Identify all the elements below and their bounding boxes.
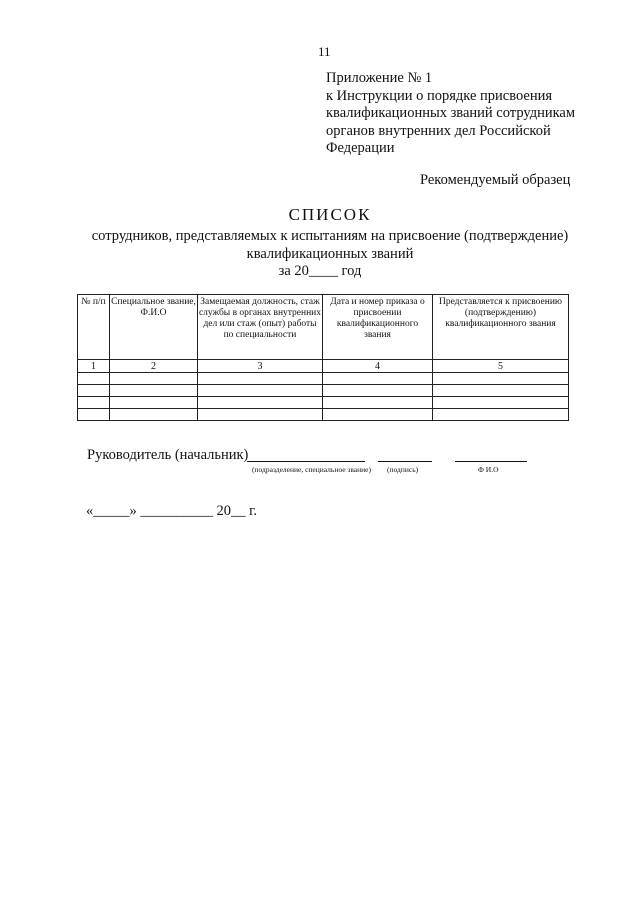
document-title: СПИСОК	[288, 205, 372, 224]
full-name-line	[455, 461, 527, 462]
appendix-line: Приложение № 1	[326, 70, 433, 86]
date-line: «_____» __________ 20__ г.	[86, 503, 258, 519]
table-cell	[198, 409, 323, 421]
appendix-line: квалификационных званий сотрудникам	[326, 105, 576, 122]
table-cell	[198, 397, 323, 409]
appendix-block	[326, 70, 606, 158]
table-cell	[110, 397, 198, 409]
table-cell	[323, 385, 433, 397]
column-header-number: № п/п	[78, 295, 110, 360]
table-cell	[110, 409, 198, 421]
table-cell	[78, 397, 110, 409]
table-cell	[198, 373, 323, 385]
column-number: 2	[110, 360, 198, 373]
table-cell	[433, 409, 569, 421]
table-row	[78, 409, 569, 421]
table-header-row	[78, 295, 569, 360]
table-cell	[433, 373, 569, 385]
table-cell	[433, 385, 569, 397]
table-cell	[78, 409, 110, 421]
employee-list-table	[77, 294, 569, 421]
page-number: 11	[318, 44, 331, 59]
sample-label: Рекомендуемый образец	[420, 172, 571, 188]
column-header-order: Дата и номер приказа о присвоении квалификационного звания	[323, 295, 433, 360]
table-cell	[78, 385, 110, 397]
year-line: за 20____ год	[278, 263, 362, 279]
column-header-position: Замещаемая должность, стаж службы в органах внутренних дел или стаж (опыт) работы по специальности	[198, 295, 323, 360]
subtitle-line: сотрудников, представляемых к испытаниям на присвоение (подтверждение)	[91, 228, 569, 244]
table-cell	[198, 385, 323, 397]
full-name-caption: Ф И.О	[478, 465, 499, 474]
column-header-rank-name: Специальное звание, Ф.И.О	[110, 295, 198, 360]
table-cell	[323, 409, 433, 421]
table-cell	[78, 373, 110, 385]
table-row	[78, 397, 569, 409]
appendix-line: Федерации	[326, 140, 395, 157]
table-cell	[433, 397, 569, 409]
appendix-line: к Инструкции о порядке присвоения	[326, 87, 553, 104]
table-cell	[323, 373, 433, 385]
document-subtitle	[0, 227, 640, 263]
column-number: 3	[198, 360, 323, 373]
column-number: 1	[78, 360, 110, 373]
table-cell	[323, 397, 433, 409]
column-header-qualification: Представляется к присвоению (подтверждению) квалификационного звания	[433, 295, 569, 360]
subtitle-line: квалификационных званий	[246, 246, 414, 262]
signature-caption: (подпись)	[387, 465, 419, 474]
appendix-line: органов внутренних дел Российской	[326, 122, 551, 139]
column-number: 4	[323, 360, 433, 373]
table-row	[78, 385, 569, 397]
table-cell	[110, 385, 198, 397]
table-row	[78, 373, 569, 385]
unit-rank-line	[247, 461, 365, 462]
head-signature-label: Руководитель (начальник)	[87, 447, 249, 463]
table-cell	[110, 373, 198, 385]
signature-line	[378, 461, 432, 462]
column-number-row	[78, 360, 569, 373]
unit-rank-caption: (подразделение, специальное звание)	[252, 465, 371, 474]
column-number: 5	[433, 360, 569, 373]
